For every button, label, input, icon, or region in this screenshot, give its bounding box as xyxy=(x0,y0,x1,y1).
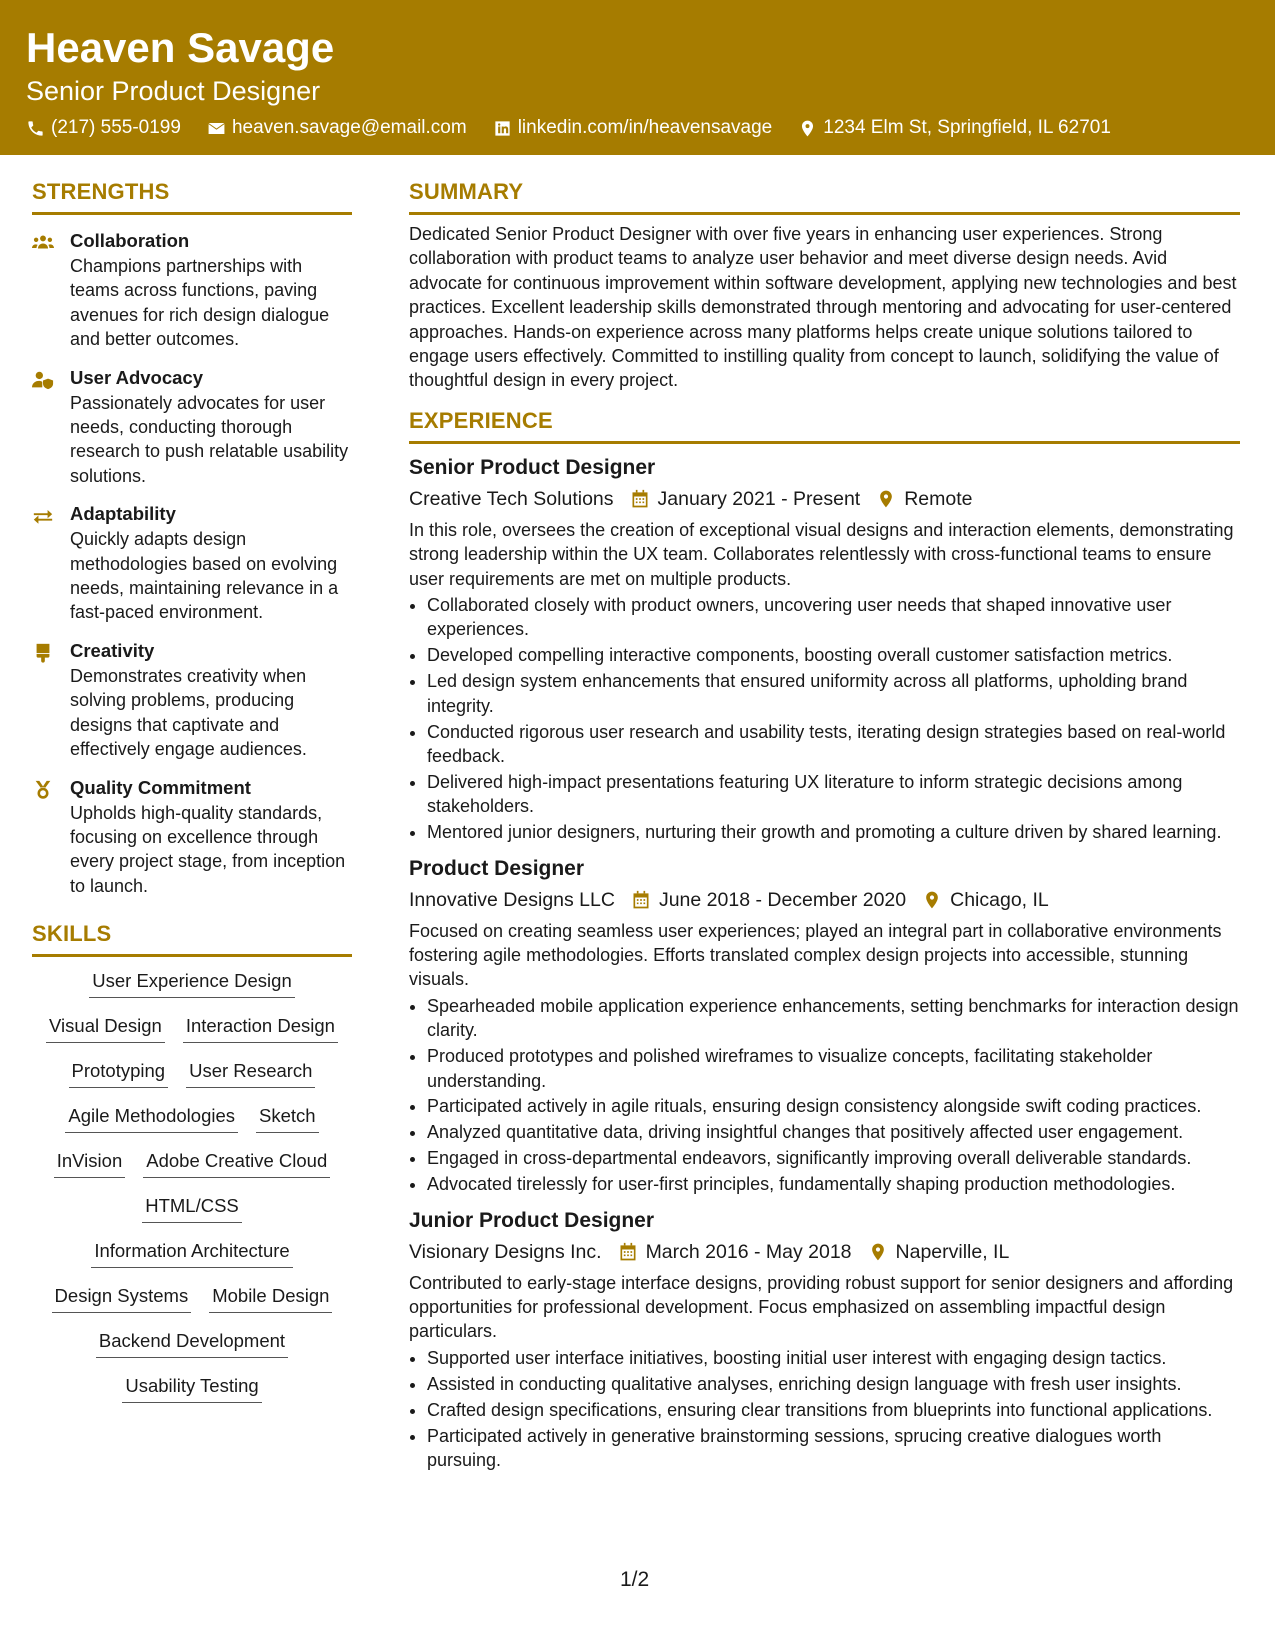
email-address[interactable]: heaven.savage@email.com xyxy=(231,117,467,138)
job-bullet: • Participated actively in generative brainstorming sessions, sprucing creative dialogues worth pursuing. xyxy=(427,1424,1240,1473)
page-number: 1/2 xyxy=(620,1568,650,1591)
job-bullet: • Supported user interface initiatives, boosting initial user interest with engaging design tactics. xyxy=(427,1346,1240,1370)
user-shield-icon xyxy=(32,370,54,390)
job-bullet: • Collaborated closely with product owners, uncovering user needs that shaped innovative user experiences. xyxy=(427,593,1240,642)
strength-text: Upholds high-quality standards, focusing on excellence through every project stage, from inception to launch. xyxy=(70,802,346,896)
strength-title: Quality Commitment xyxy=(70,776,251,798)
job-bullets xyxy=(409,593,1240,845)
linkedin-url[interactable]: linkedin.com/in/heavensavage xyxy=(517,117,773,138)
contact-address xyxy=(798,114,1111,142)
job-bullet: • Engaged in cross-departmental endeavors, significantly improving overall deliverable standards. xyxy=(427,1146,1240,1170)
job-description: Contributed to early-stage interface designs, providing robust support for senior designers and affording opportunities for professional development. Focus emphasized on assembling impactful design particulars. xyxy=(409,1272,1234,1342)
job-bullet: • Led design system enhancements that ensured uniformity across all platforms, upholding brand integrity. xyxy=(427,669,1240,718)
skill-tag: HTML/CSS xyxy=(142,1192,242,1223)
strength-title: Collaboration xyxy=(70,230,190,251)
calendar-icon xyxy=(631,890,651,910)
strength-title: User Advocacy xyxy=(70,366,203,388)
contact-phone xyxy=(26,114,181,142)
skills-heading: SKILLS xyxy=(32,920,352,957)
job-location: Chicago, IL xyxy=(950,888,1049,911)
envelope-icon xyxy=(207,119,226,138)
job-meta xyxy=(409,885,1240,915)
job-title: Junior Product Designer xyxy=(409,1208,655,1232)
job-bullet: • Delivered high-impact presentations featuring UX literature to inform strategic decisions among stakeholders. xyxy=(427,770,1240,819)
company-name: Innovative Designs LLC xyxy=(409,888,615,911)
linkedin-icon xyxy=(493,119,512,138)
left-column xyxy=(32,178,352,1417)
job-bullets xyxy=(409,994,1240,1197)
job-location: Remote xyxy=(904,487,973,510)
job-meta xyxy=(409,1237,1240,1267)
job-meta xyxy=(409,484,1240,514)
arrows-exchange-icon xyxy=(32,506,54,526)
job-bullet: • Spearheaded mobile application experience enhancements, setting benchmarks for interaction design clarity. xyxy=(427,994,1240,1043)
calendar-icon xyxy=(630,489,650,509)
phone-icon xyxy=(26,119,45,138)
paint-brush-icon xyxy=(32,643,54,663)
medal-icon xyxy=(32,780,54,800)
job-bullet: • Mentored junior designers, nurturing their growth and promoting a culture driven by shared learning. xyxy=(427,820,1240,844)
strength-item xyxy=(32,366,352,489)
map-pin-icon xyxy=(868,1242,888,1262)
job-bullet: • Crafted design specifications, ensuring clear transitions from blueprints into functional applications. xyxy=(427,1398,1240,1422)
job-title: Product Designer xyxy=(409,856,585,880)
job-bullet: • Participated actively in agile rituals, ensuring design consistency alongside swift coding practices. xyxy=(427,1094,1240,1118)
right-column xyxy=(409,178,1240,1472)
job-entry xyxy=(409,855,1240,1197)
job-bullet: • Assisted in conducting qualitative analyses, enriching design language with fresh user insights. xyxy=(427,1372,1240,1396)
skill-tag: Sketch xyxy=(256,1102,319,1133)
skill-tag: Visual Design xyxy=(46,1012,165,1043)
experience-heading: EXPERIENCE xyxy=(409,407,1240,444)
job-dates: June 2018 - December 2020 xyxy=(658,888,907,911)
strength-text: Champions partnerships with teams across functions, paving avenues for rich design dialogue and better outcomes. xyxy=(70,256,330,350)
skill-tag: Design Systems xyxy=(52,1282,192,1313)
skill-tag: Interaction Design xyxy=(183,1012,338,1043)
strength-title: Adaptability xyxy=(70,503,176,525)
skill-tag: Mobile Design xyxy=(209,1282,332,1313)
skill-tag: Backend Development xyxy=(96,1327,288,1358)
strength-item xyxy=(32,776,352,899)
job-location: Naperville, IL xyxy=(895,1240,1010,1263)
strength-item xyxy=(32,229,352,352)
job-bullet: • Conducted rigorous user research and usability tests, iterating design strategies based on real-world feedback. xyxy=(427,720,1240,769)
skill-tag: Agile Methodologies xyxy=(65,1102,238,1133)
skill-tag: Information Architecture xyxy=(91,1237,292,1268)
calendar-icon xyxy=(618,1242,638,1262)
strength-text: Quickly adapts design methodologies based on evolving needs, maintaining relevance in a fast-paced environment. xyxy=(70,529,339,623)
contact-linkedin[interactable] xyxy=(493,114,773,142)
skill-tag: Usability Testing xyxy=(122,1372,261,1403)
skill-tag: User Experience Design xyxy=(89,967,294,998)
job-title: Senior Product Designer xyxy=(409,455,656,479)
street-address: 1234 Elm St, Springfield, IL 62701 xyxy=(823,117,1111,138)
contact-bar xyxy=(26,114,1111,142)
job-entry xyxy=(409,454,1240,845)
skill-tag: User Research xyxy=(186,1057,315,1088)
strengths-heading: STRENGTHS xyxy=(32,178,352,215)
strength-item xyxy=(32,502,352,625)
job-entry xyxy=(409,1207,1240,1473)
job-description: Focused on creating seamless user experiences; played an integral part in collaborative environments fostering agile methodologies. Efforts translated complex design projects into accessible, stunning visuals. xyxy=(409,920,1222,990)
skill-tag: InVision xyxy=(54,1147,125,1178)
candidate-title: Senior Product Designer xyxy=(26,76,321,106)
summary-heading: SUMMARY xyxy=(409,178,1240,215)
skill-tag: Prototyping xyxy=(69,1057,169,1088)
job-bullet: • Analyzed quantitative data, driving insightful changes that positively affected user engagement. xyxy=(427,1120,1240,1144)
resume-header xyxy=(0,0,1275,155)
strength-text: Demonstrates creativity when solving problems, producing designs that captivate and effectively engage audiences. xyxy=(70,665,307,760)
job-bullet: • Produced prototypes and polished wireframes to visualize concepts, facilitating stakeholder understanding. xyxy=(427,1044,1240,1093)
job-bullets xyxy=(409,1346,1240,1473)
job-dates: March 2016 - May 2018 xyxy=(645,1240,852,1263)
contact-email[interactable] xyxy=(207,114,467,142)
map-pin-icon xyxy=(876,489,896,509)
strength-text: Passionately advocates for user needs, conducting thorough research to push relatable usability solutions. xyxy=(70,392,349,486)
map-pin-icon xyxy=(922,890,942,910)
job-dates: January 2021 - Present xyxy=(657,487,861,510)
company-name: Visionary Designs Inc. xyxy=(409,1240,602,1263)
strength-title: Creativity xyxy=(70,639,155,661)
skills-list xyxy=(32,967,352,1417)
phone-number: (217) 555-0199 xyxy=(51,117,181,138)
users-icon xyxy=(32,233,54,253)
job-bullet: • Advocated tirelessly for user-first principles, fundamentally shaping production methodologies. xyxy=(427,1172,1240,1196)
strength-item xyxy=(32,639,352,762)
job-description: In this role, oversees the creation of exceptional visual designs and interaction elements, demonstrating strong leadership within the UX team. Collaborates relentlessly with cross-functional teams to ensure user requirements are met on multiple products. xyxy=(409,519,1234,589)
map-pin-icon xyxy=(798,119,817,138)
company-name: Creative Tech Solutions xyxy=(409,487,614,510)
skill-tag: Adobe Creative Cloud xyxy=(143,1147,330,1178)
job-bullet: • Developed compelling interactive components, boosting overall customer satisfaction metrics. xyxy=(427,643,1240,667)
candidate-name: Heaven Savage xyxy=(26,24,335,71)
summary-text: Dedicated Senior Product Designer with over five years in enhancing user experiences. Strong collaboration with product teams to analyze user behavior and meet diverse design needs. Avid advocate for continuous improvement within software development, applying new technologies and best practices. Excellent leadership skills demonstrated through mentoring and advocating for user-centered approaches. Hands-on experience across many platforms helps create unique solutions tailored to engage users effectively. Committed to instilling quality from concept to launch, solidifying the value of thoughtful design in every project. xyxy=(409,224,1237,391)
